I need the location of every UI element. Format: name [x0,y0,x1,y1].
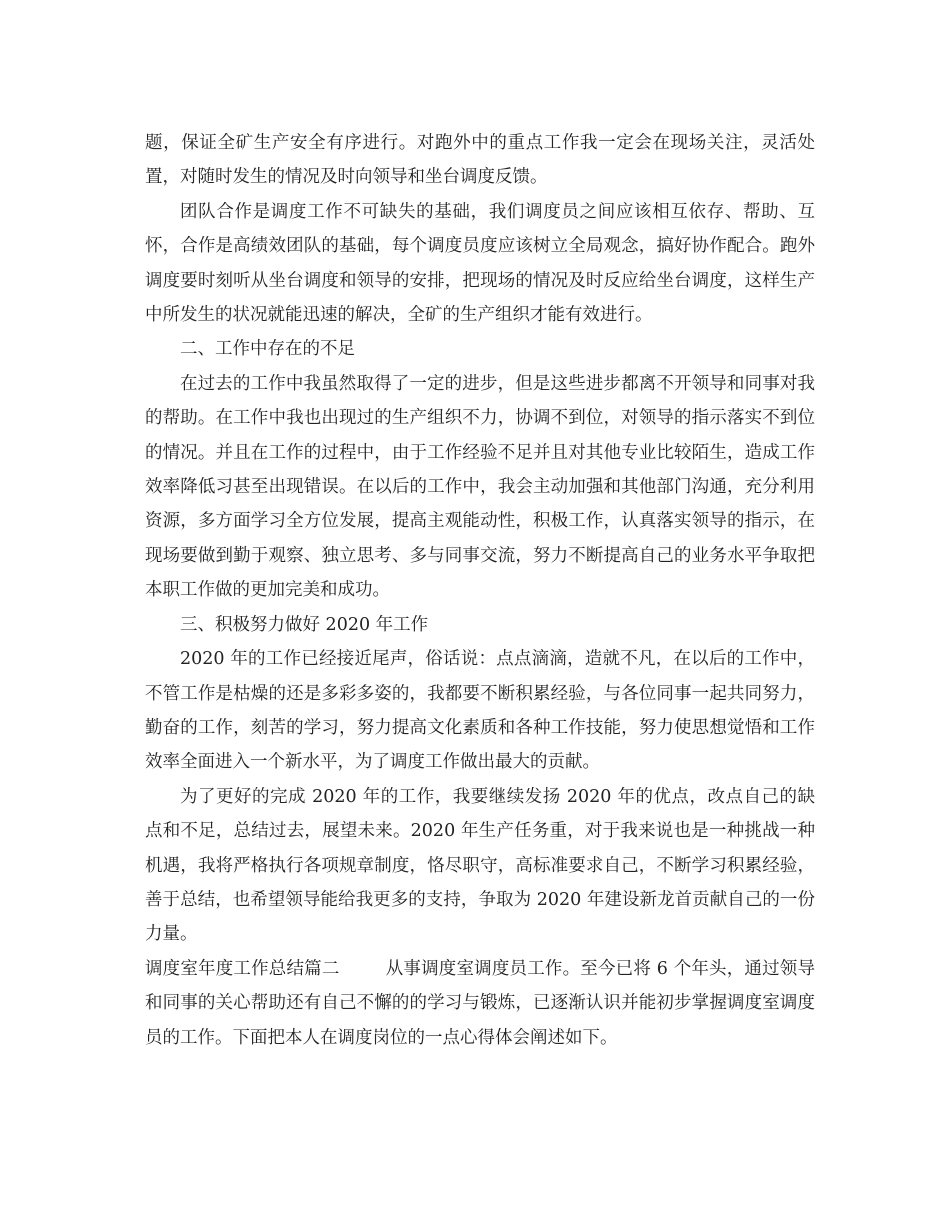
paragraph-2020-work: 2020 年的工作已经接近尾声，俗话说：点点滴滴，造就不凡，在以后的工作中，不管工作是枯燥的还是多彩多姿的，我都要不断积累经验，与各位同事一起共同努力，勤奋的工作，刻苦的学习，努力提高文化素质和各种工作技能，努力使思想觉悟和工作效率全面进入一个新水平，为了调度工作做出最大的贡献。 [145,649,815,773]
section-heading-shortcomings: 二、工作中存在的不足 [180,339,355,360]
part-two-body: 从事调度室调度员工作。至今已将 6 个年头，通过领导和同事的关心帮助还有自己不懈的的学习与锻炼，已逐渐认识并能初步掌握调度室调度员的工作。下面把本人在调度岗位的一点心得体会阐述如下。 [145,958,815,1048]
part-two-title: 调度室年度工作总结篇二 [145,958,340,979]
paragraph-continuation: 题，保证全矿生产安全有序进行。对跑外中的重点工作我一定会在现场关注，灵活处置，对随时发生的情况及时向领导和坐台调度反馈。 [145,133,815,188]
paragraph-teamwork: 团队合作是调度工作不可缺失的基础，我们调度员之间应该相互依存、帮助、互怀，合作是高绩效团队的基础，每个调度员度应该树立全局观念，搞好协作配合。跑外调度要时刻听从坐台调度和领导的安排，把现场的情况及时反应给坐台调度，这样生产中所发生的状况就能迅速的解决，全矿的生产组织才能有效进行。 [145,201,815,326]
paragraph-shortcomings: 在过去的工作中我虽然取得了一定的进步，但是这些进步都离不开领导和同事对我的帮助。在工作中我也出现过的生产组织不力，协调不到位，对领导的指示落实不到位的情况。并且在工作的过程中，由于工作经验不足并且对其他专业比较陌生，造成工作效率降低习甚至出现错误。在以后的工作中，我会主动加强和其他部门沟通，充分利用资源，多方面学习全方位发展，提高主观能动性，积极工作，认真落实领导的指示，在现场要做到勤于观察、独立思考、多与同事交流，努力不断提高自己的业务水平争取把本职工作做的更加完美和成功。 [145,373,815,601]
paragraph-part-two [145,952,815,1055]
paragraph-2020-goals: 为了更好的完成 2020 年的工作，我要继续发扬 2020 年的优点，改点自己的缺点和不足，总结过去，展望未来。2020 年生产任务重，对于我来说也是一种挑战一种机遇，我将严格执行各项规章制度，恪尽职守，高标准要求自己，不断学习积累经验，善于总结，也希望领导能给我更多的支持，争取为 2020 年建设新龙首贡献自己的一份力量。 [145,786,815,945]
document-page [145,126,815,1055]
section-heading-2020-work: 三、积极努力做好 2020 年工作 [180,614,429,635]
